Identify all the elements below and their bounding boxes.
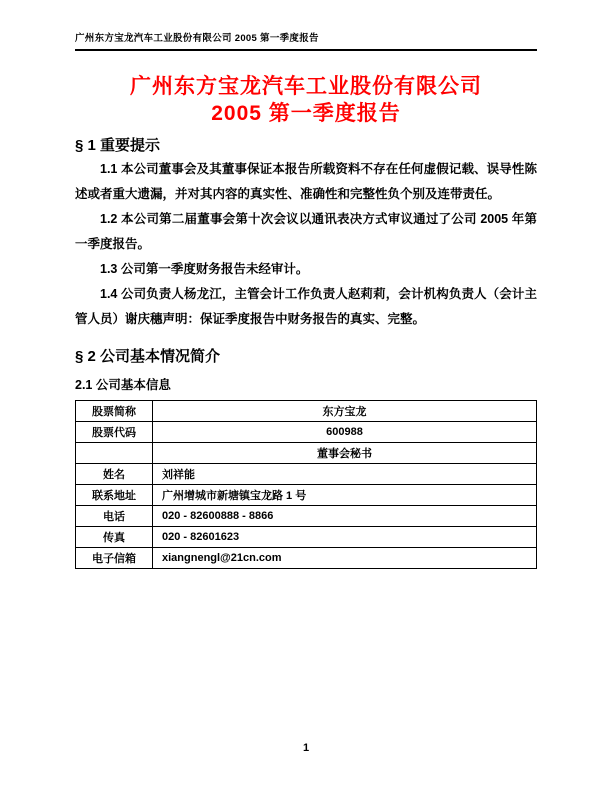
row-value: 020 - 82601623 <box>153 527 537 548</box>
paragraph-1-1: 1.1 本公司董事会及其董事保证本报告所载资料不存在任何虚假记载、误导性陈述或者重大遗漏，并对其内容的真实性、准确性和完整性负个别及连带责任。 <box>75 162 537 201</box>
row-label: 姓名 <box>76 464 153 485</box>
paragraph-1-3: 1.3 公司第一季度财务报告未经审计。 <box>100 262 309 276</box>
section1-body <box>75 157 537 332</box>
paragraph-1-2: 1.2 本公司第二届董事会第十次会议以通讯表决方式审议通过了公司 2005 年第一季度报告。 <box>75 212 537 251</box>
table-row <box>76 527 537 548</box>
table-row <box>76 401 537 422</box>
section1-heading: § 1 重要提示 <box>75 137 161 154</box>
page-number: 1 <box>302 742 310 754</box>
row-label: 电话 <box>76 506 153 527</box>
section2-subheading: 2.1 公司基本信息 <box>75 378 171 392</box>
table-row <box>76 422 537 443</box>
running-header: 广州东方宝龙汽车工业股份有限公司 2005 第一季度报告 <box>75 33 537 51</box>
row-label: 电子信箱 <box>76 548 153 569</box>
row-label: 联系地址 <box>76 485 153 506</box>
paragraph-1-4: 1.4 公司负责人杨龙江，主管会计工作负责人赵莉莉，会计机构负责人（会计主管人员）谢庆穗声明：保证季度报告中财务报告的真实、完整。 <box>75 287 537 326</box>
row-value: 020 - 82600888 - 8866 <box>153 506 537 527</box>
row-label: 股票简称 <box>76 401 153 422</box>
row-label <box>76 443 153 464</box>
row-label: 股票代码 <box>76 422 153 443</box>
table-row <box>76 485 537 506</box>
company-info-table <box>75 400 537 569</box>
table-row <box>76 548 537 569</box>
report-title-line1: 广州东方宝龙汽车工业股份有限公司 <box>130 75 482 98</box>
row-value: 刘祥能 <box>153 464 537 485</box>
row-value: 董事会秘书 <box>153 443 537 464</box>
row-value: 600988 <box>153 422 537 443</box>
row-value: 广州增城市新塘镇宝龙路 1 号 <box>153 485 537 506</box>
report-title-line2: 2005 第一季度报告 <box>211 102 401 125</box>
table-row <box>76 464 537 485</box>
section2-heading: § 2 公司基本情况简介 <box>75 348 221 365</box>
table-row <box>76 506 537 527</box>
row-label: 传真 <box>76 527 153 548</box>
table-row <box>76 443 537 464</box>
row-value: xiangnengl@21cn.com <box>153 548 537 569</box>
row-value: 东方宝龙 <box>153 401 537 422</box>
report-title <box>75 73 537 127</box>
